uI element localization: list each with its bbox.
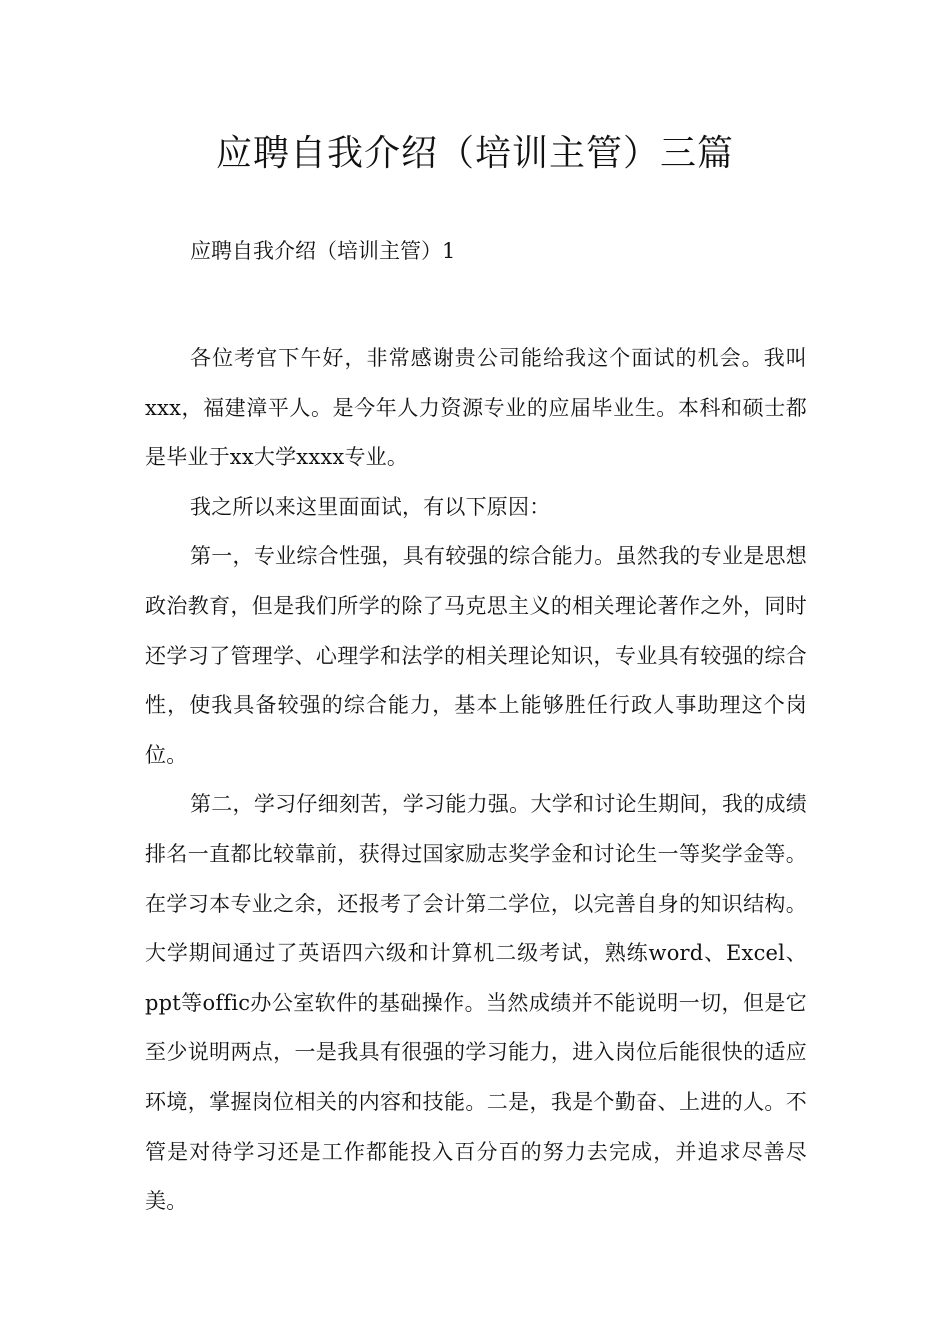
paragraph-greeting: 各位考官下午好，非常感谢贵公司能给我这个面试的机会。我叫xxx，福建漳平人。是今年人力资源专业的应届毕业生。本科和硕士都是毕业于xx大学xxxx专业。 <box>145 346 807 470</box>
section-heading: 应聘自我介绍（培训主管）1 <box>190 239 456 263</box>
paragraph-reason-one: 第一，专业综合性强，具有较强的综合能力。虽然我的专业是思想政治教育，但是我们所学的除了马克思主义的相关理论著作之外，同时还学习了管理学、心理学和法学的相关理论知识，专业具有较强的综合性，使我具备较强的综合能力，基本上能够胜任行政人事助理这个岗位。 <box>145 544 807 767</box>
paragraph-reasons-intro: 我之所以来这里面面试，有以下原因： <box>190 494 551 519</box>
document-body <box>145 334 807 1227</box>
paragraph-reason-two: 第二，学习仔细刻苦，学习能力强。大学和讨论生期间，我的成绩排名一直都比较靠前，获得过国家励志奖学金和讨论生一等奖学金等。在学习本专业之余，还报考了会计第二学位，以完善自身的知识结构。大学期间通过了英语四六级和计算机二级考试，熟练word、Excel、ppt等offic办公室软件的基础操作。当然成绩并不能说明一切，但是它至少说明两点，一是我具有很强的学习能力，进入岗位后能很快的适应环境，掌握岗位相关的内容和技能。二是，我是个勤奋、上进的人。不管是对待学习还是工作都能投入百分百的努力去完成，并追求尽善尽美。 <box>145 792 807 1214</box>
document-title: 应聘自我介绍（培训主管）三篇 <box>215 133 734 174</box>
